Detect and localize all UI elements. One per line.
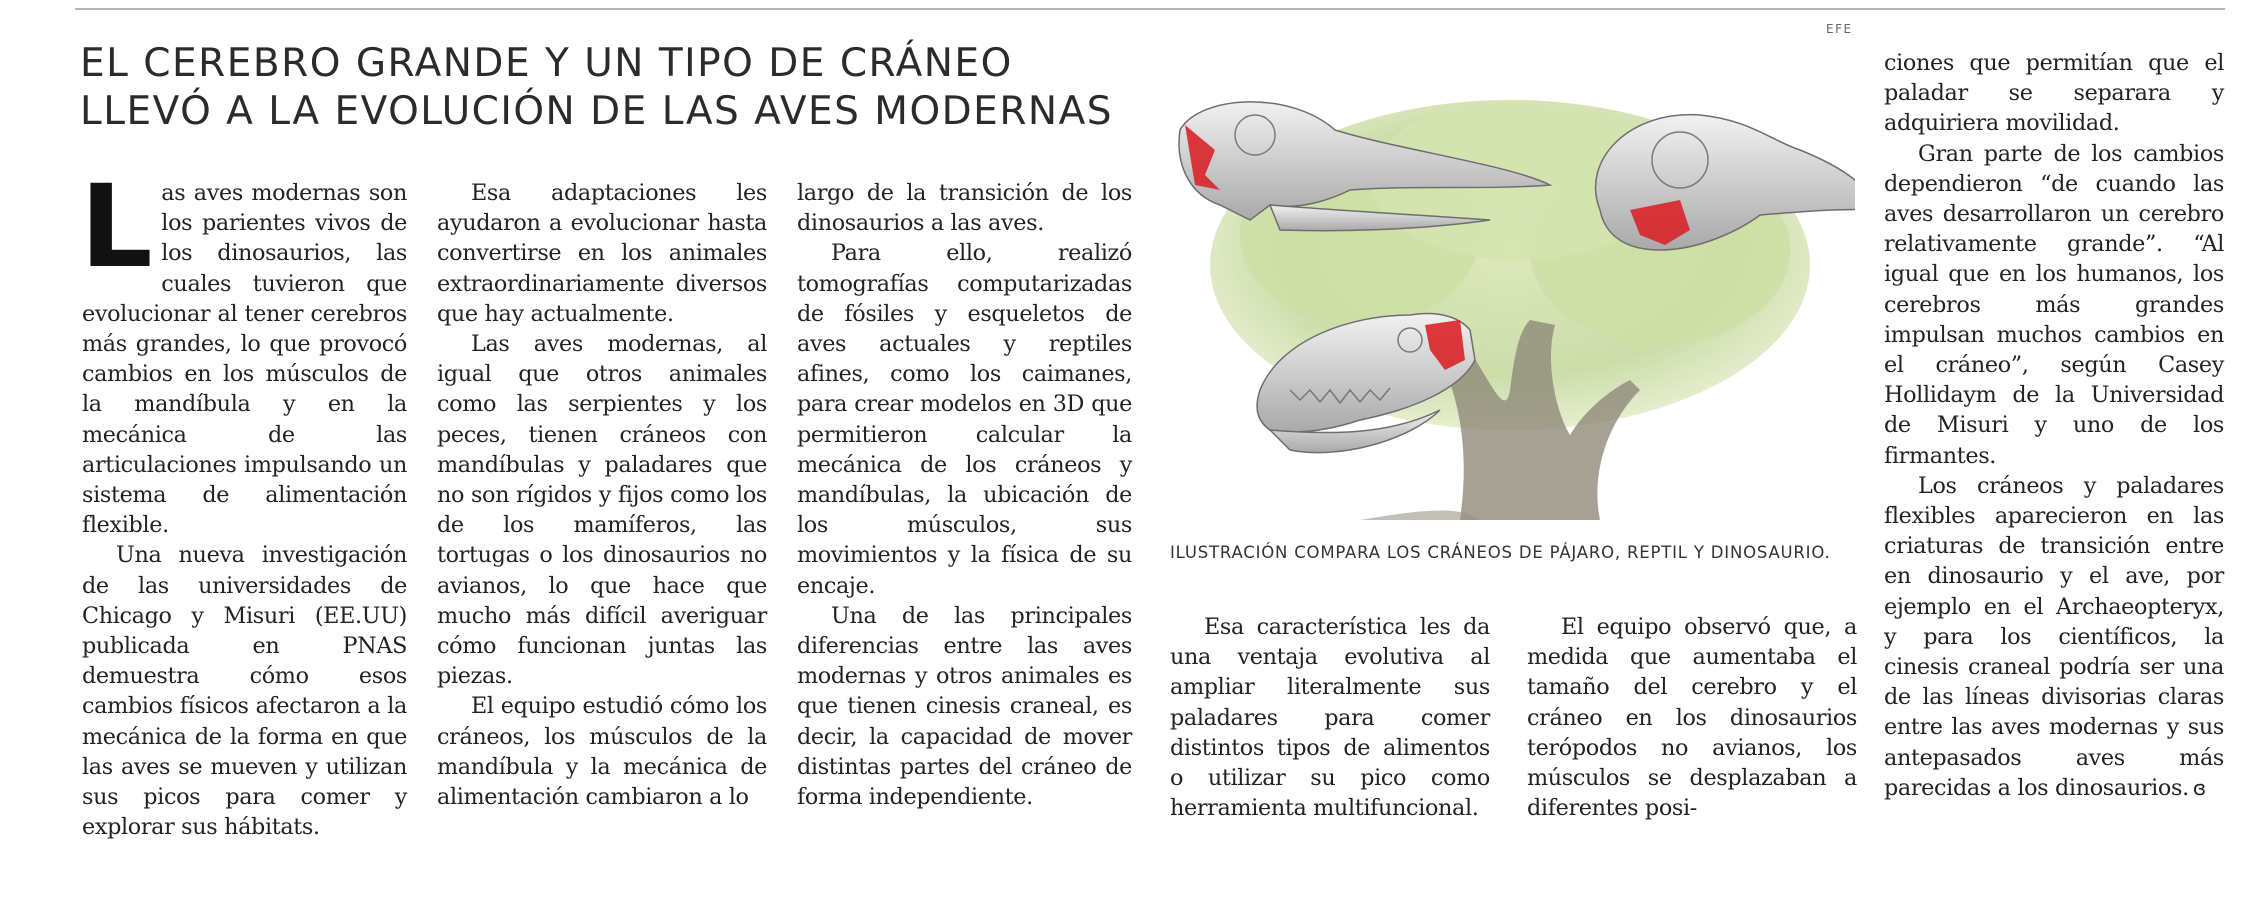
photo-credit: EFE <box>1826 22 1853 36</box>
article-column-6 <box>1884 48 2224 803</box>
col3-paragraph-2: Para ello, realizó tomografías computarizadas de fósiles y esqueletos de aves actuales y reptiles afines, como los caimanes, para crear modelos en 3D que permitieron calcular la mecánica de los cráneos y mandíbulas, la ubicación de los músculos, sus movimientos y la física de su encaje. <box>797 240 1132 599</box>
col5-paragraph-1: El equipo observó que, a medida que aumentaba el tamaño del cerebro y el cráneo en los dinosaurios terópodos no avianos, los músculos se desplazaban a diferentes posi- <box>1527 614 1857 822</box>
col1-paragraph-1: as aves modernas son los parientes vivos de los dinosaurios, las cuales tuvieron que evolucionar al tener cerebros más grandes, lo que provocó cambios en los músculos de la mandíbula y en la mecánica de las articulaciones impulsando un sistema de alimentación flexible. <box>82 180 407 539</box>
illustration-caption: ILUSTRACIÓN COMPARA LOS CRÁNEOS DE PÁJARO, REPTIL Y DINOSAURIO. <box>1170 543 1831 562</box>
article-column-2 <box>437 178 767 812</box>
headline-line-1: EL CEREBRO GRANDE Y UN TIPO DE CRÁNEO <box>80 41 1013 86</box>
col2-paragraph-2: Las aves modernas, al igual que otros animales como las serpientes y los peces, tienen cráneos con mandíbulas y paladares que no son rígidos y fijos como los de los mamíferos, las tortugas o los dinosaurios no avianos, lo que hace que mucho más difícil averiguar cómo funcionan juntas las piezas. <box>437 331 767 690</box>
col6-paragraph-3: Los cráneos y paladares flexibles aparecieron en las criaturas de transición entre en dinosaurio y el ave, por ejemplo en el Archaeopteryx, y para los científicos, la cinesis craneal podría ser una de las líneas divisorias claras entre las aves modernas y sus antepasados aves más parecidas a los dinosaurios. <box>1884 472 2224 801</box>
bird-skull-right-icon <box>1596 115 1855 250</box>
col2-paragraph-1: Esa adaptaciones les ayudaron a evolucionar hasta convertirse en los animales extraordinariamente diversos que hay actualmente. <box>437 180 767 327</box>
end-mark-icon: ɞ <box>2192 775 2206 800</box>
article-column-5 <box>1527 612 1857 823</box>
article-column-3 <box>797 178 1132 812</box>
col6-paragraph-2: Gran parte de los cambios dependieron “de cuando las aves desarrollaron un cerebro relativamente grande”. “Al igual que en los humanos, los cerebros más grandes impulsan muchos cambios en el cráneo”, según Casey Hollidaym de la Universidad de Misuri y uno de los firmantes. <box>1884 140 2224 469</box>
col2-paragraph-3: El equipo estudió cómo los cráneos, los músculos de la mandíbula y la mecánica de alimentación cambiaron a lo <box>437 693 767 811</box>
col1-paragraph-2: Una nueva investigación de las universidades de Chicago y Misuri (EE.UU) publicada en PNAS demuestra cómo esos cambios físicos afectaron a la mecánica de la forma en que las aves se mueven y utilizan sus picos para comer y explorar sus hábitats. <box>82 542 407 841</box>
article-column-1 <box>80 160 407 842</box>
skull-illustration <box>1160 90 1855 530</box>
dropcap-letter: L <box>80 160 153 293</box>
col3-paragraph-1: largo de la transición de los dinosaurios a las aves. <box>797 180 1132 237</box>
article-column-4 <box>1170 612 1490 823</box>
headline <box>80 40 1180 136</box>
top-rule <box>75 8 2225 10</box>
col6-paragraph-1: ciones que permitían que el paladar se separara y adquiriera movilidad. <box>1884 50 2224 137</box>
col3-paragraph-3: Una de las principales diferencias entre las aves modernas y otros animales es que tienen cinesis craneal, es decir, la capacidad de mover distintas partes del cráneo de forma independiente. <box>797 602 1132 811</box>
headline-line-2: LLEVÓ A LA EVOLUCIÓN DE LAS AVES MODERNAS <box>80 89 1114 134</box>
col4-paragraph-1: Esa característica les da una ventaja evolutiva al ampliar literalmente sus paladares para comer distintos tipos de alimentos o utilizar su pico como herramienta multifuncional. <box>1170 614 1490 822</box>
